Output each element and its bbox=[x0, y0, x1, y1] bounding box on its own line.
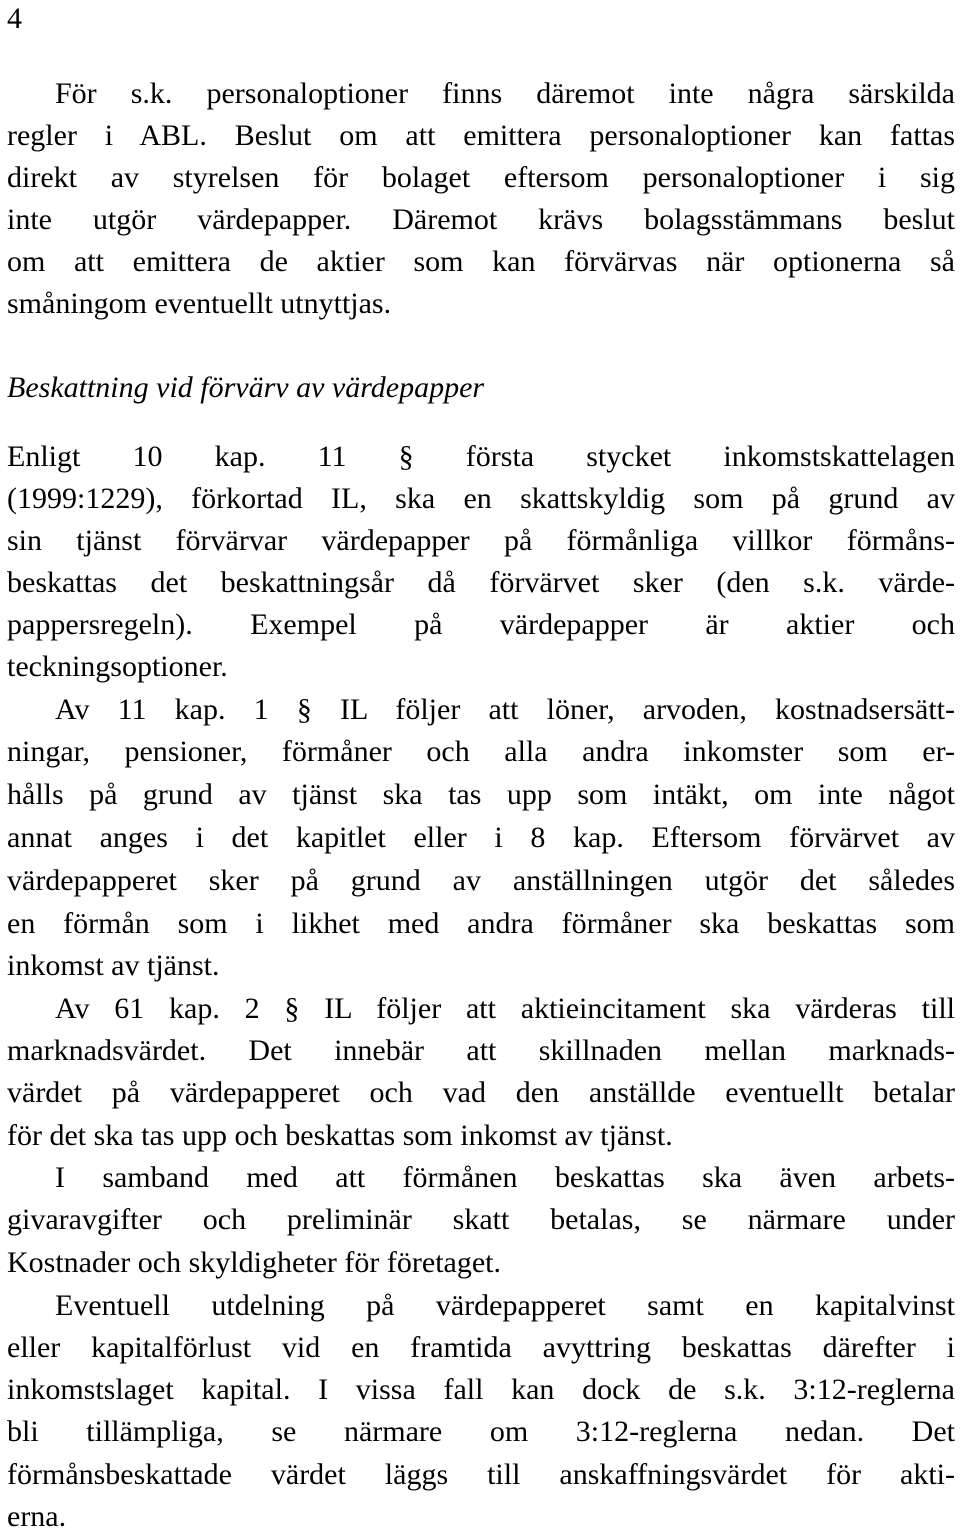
text-line: förmånsbeskattade värdet läggs till anskaffningsvärdet för akti- bbox=[7, 1458, 955, 1491]
text-line: direkt av styrelsen för bolaget eftersom personaloptioner i sig bbox=[7, 161, 955, 194]
text-line: inkomst av tjänst. bbox=[7, 949, 220, 982]
text-line: värdet på värdepapperet och vad den anställde eventuellt betalar bbox=[7, 1076, 955, 1109]
text-line: För s.k. personaloptioner finns däremot inte några särskilda bbox=[55, 77, 955, 110]
text-line: beskattas det beskattningsår då förvärvet sker (den s.k. värde- bbox=[7, 566, 955, 599]
text-line: regler i ABL. Beslut om att emittera personaloptioner kan fattas bbox=[7, 119, 955, 152]
text-line: I samband med att förmånen beskattas ska även arbets- bbox=[55, 1161, 955, 1194]
text-line: Eventuell utdelning på värdepapperet samt en kapitalvinst bbox=[55, 1289, 955, 1322]
text-line: en förmån som i likhet med andra förmåner ska beskattas som bbox=[7, 907, 955, 940]
text-line: inte utgör värdepapper. Däremot krävs bolagsstämmans beslut bbox=[7, 203, 955, 236]
text-line: Av 11 kap. 1 § IL följer att löner, arvoden, kostnadsersätt- bbox=[55, 693, 955, 726]
text-line: givaravgifter och preliminär skatt betalas, se närmare under bbox=[7, 1203, 955, 1236]
text-line: hålls på grund av tjänst ska tas upp som intäkt, om inte något bbox=[7, 778, 955, 811]
page-number: 4 bbox=[7, 2, 22, 35]
text-line: bli tillämpliga, se närmare om 3:12-reglerna nedan. Det bbox=[7, 1415, 955, 1448]
text-line: ningar, pensioner, förmåner och alla andra inkomster som er- bbox=[7, 735, 955, 768]
text-line: för det ska tas upp och beskattas som inkomst av tjänst. bbox=[7, 1119, 673, 1152]
text-line: erna. bbox=[7, 1500, 67, 1533]
text-line: annat anges i det kapitlet eller i 8 kap. Eftersom förvärvet av bbox=[7, 821, 955, 854]
text-line: om att emittera de aktier som kan förvärvas när optionerna så bbox=[7, 245, 955, 278]
text-line: Enligt 10 kap. 11 § första stycket inkomstskattelagen bbox=[7, 440, 955, 473]
text-line: Av 61 kap. 2 § IL följer att aktieincitament ska värderas till bbox=[55, 992, 955, 1025]
text-line: värdepapperet sker på grund av anställningen utgör det således bbox=[7, 864, 955, 897]
section-heading: Beskattning vid förvärv av värdepapper bbox=[7, 371, 485, 404]
text-line: småningom eventuellt utnyttjas. bbox=[7, 287, 392, 320]
text-line: eller kapitalförlust vid en framtida avyttring beskattas därefter i bbox=[7, 1331, 955, 1364]
text-line: marknadsvärdet. Det innebär att skillnaden mellan marknads- bbox=[7, 1034, 955, 1067]
text-line: (1999:1229), förkortad IL, ska en skattskyldig som på grund av bbox=[7, 482, 955, 515]
text-line: sin tjänst förvärvar värdepapper på förmånliga villkor förmåns- bbox=[7, 524, 955, 557]
text-line: Kostnader och skyldigheter för företaget. bbox=[7, 1246, 501, 1279]
text-line: pappersregeln). Exempel på värdepapper är aktier och bbox=[7, 608, 955, 641]
text-line: inkomstslaget kapital. I vissa fall kan dock de s.k. 3:12-reglerna bbox=[7, 1373, 955, 1406]
text-line: teckningsoptioner. bbox=[7, 650, 228, 683]
